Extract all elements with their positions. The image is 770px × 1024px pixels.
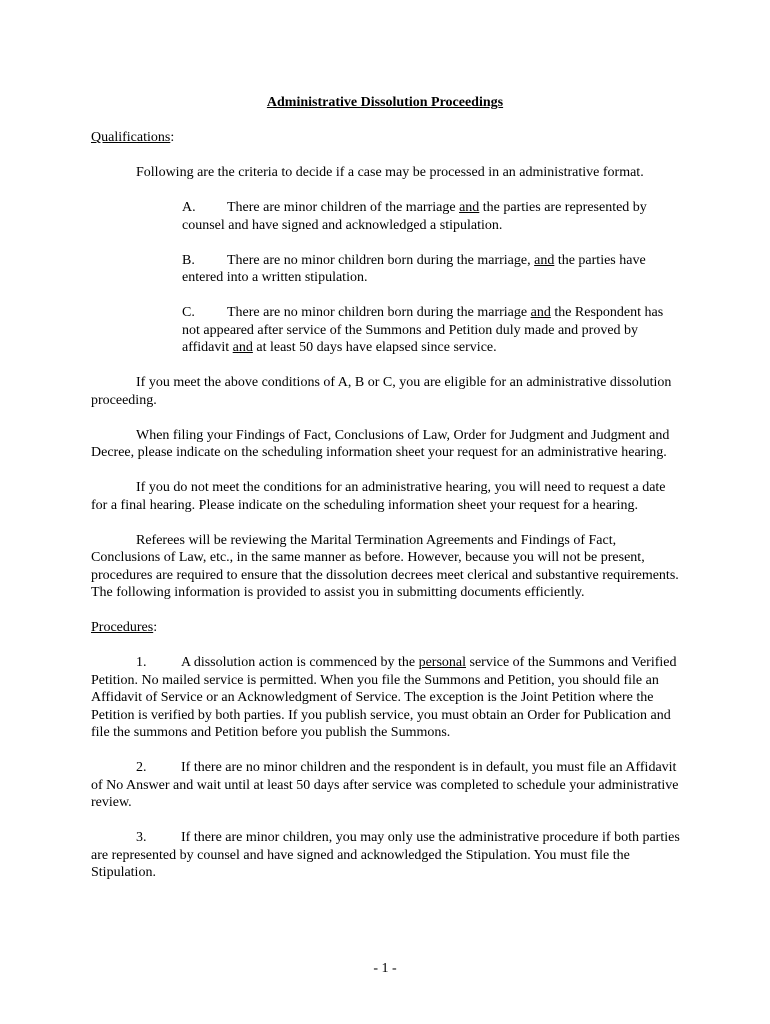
criterion-b: B. There are no minor children born during the marriage, and the parties have entered into a written stipulation. bbox=[182, 252, 646, 285]
final-hearing-paragraph: If you do not meet the conditions for an administrative hearing, you will need to request a date for a final hearing. Please indicate on the scheduling information sheet your request for a hearing. bbox=[91, 480, 666, 513]
document-title: Administrative Dissolution Proceedings bbox=[266, 95, 504, 110]
criterion-label: B. bbox=[182, 252, 195, 268]
procedure-item-3: 3. If there are minor children, you may only use the administrative procedure if both parties are represented by counsel and have signed and acknowledged the Stipulation. You must file the Stipulation. bbox=[91, 830, 680, 880]
procedure-number: 2. bbox=[136, 760, 147, 775]
eligibility-paragraph: If you meet the above conditions of A, B or C, you are eligible for an administrative dissolution proceeding. bbox=[91, 375, 672, 408]
referees-paragraph: Referees will be reviewing the Marital Termination Agreements and Findings of Fact, Conclusions of Law, etc., in the same manner as before. However, because you will not be present, procedures are required to ensure that the dissolution decrees meet clerical and substantive requirements. The following information is provided to assist you in submitting documents efficiently. bbox=[91, 532, 679, 600]
document-body bbox=[91, 129, 681, 882]
procedure-item-1: 1. A dissolution action is commenced by the personal service of the Summons and Verified Petition. No mailed service is permitted. When you file the Summons and Petition, you should file an Affidavit of Service or an Acknowledgment of Service. The exception is the Joint Petition where the Petition is verified by both parties. If you publish service, you must obtain an Order for Publication and file the summons and Petition before you publish the Summons. bbox=[91, 655, 677, 740]
procedure-number: 1. bbox=[136, 655, 147, 670]
qualifications-heading: Qualifications: bbox=[91, 130, 175, 145]
filing-paragraph: When filing your Findings of Fact, Conclusions of Law, Order for Judgment and Judgment and Decree, please indicate on the scheduling information sheet your request for an administrative hearing. bbox=[91, 427, 670, 460]
procedure-item-2: 2. If there are no minor children and the respondent is in default, you must file an Affidavit of No Answer and wait until at least 50 days after service was completed to schedule your administrative review. bbox=[91, 760, 679, 810]
criterion-a: A. There are minor children of the marriage and the parties are represented by counsel and have signed and acknowledged a stipulation. bbox=[182, 200, 647, 233]
criterion-label: C. bbox=[182, 305, 195, 320]
qualifications-intro: Following are the criteria to decide if a case may be processed in an administrative format. bbox=[136, 165, 644, 180]
criterion-label: A. bbox=[182, 200, 196, 215]
criterion-c: C. There are no minor children born during the marriage and the Respondent has not appeared after service of the Summons and Petition duly made and proved by affidavit and at least 50 days have elapsed since service. bbox=[182, 305, 664, 355]
page-number: - 1 - bbox=[373, 961, 397, 976]
procedure-number: 3. bbox=[136, 830, 147, 845]
procedures-heading: Procedures: bbox=[91, 620, 158, 635]
